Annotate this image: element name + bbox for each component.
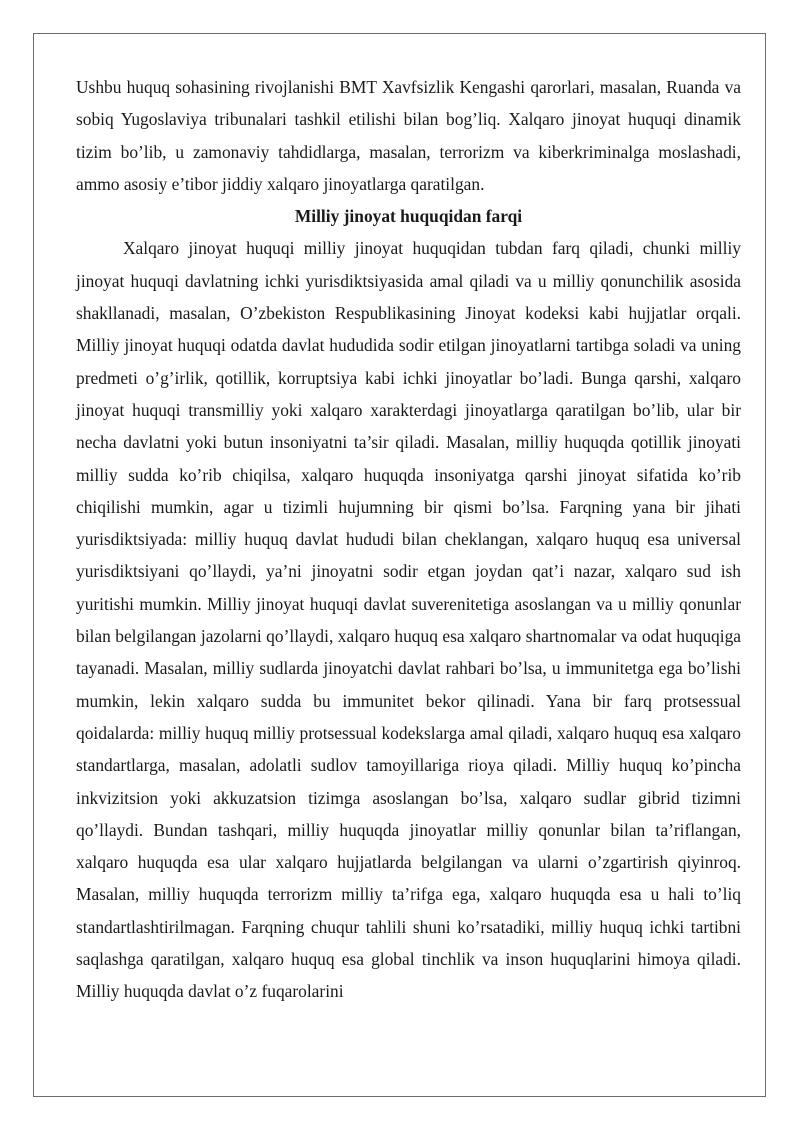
paragraph-intro: Ushbu huquq sohasining rivojlanishi BMT Xavfsizlik Kengashi qarorlari, masalan, Ruanda va sobiq Yugoslaviya tribunalari tashkil etilishi bilan bog’liq. Xalqaro jinoyat huquqi dinamik tizim bo’lib, u zamonaviy tahdidlarga, masalan, terrorizm va kiberkriminalga moslashadi, ammo asosiy e’tibor jiddiy xalqaro jinoyatlarga qaratilgan.	[76, 77, 741, 194]
paragraph-main: Xalqaro jinoyat huquqi milliy jinoyat huquqidan tubdan farq qiladi, chunki milliy jinoyat huquqi davlatning ichki yurisdiktsiyasida amal qiladi va u milliy qonunchilik asosida shakllanadi, masalan, O’zbekiston Respublikasining Jinoyat kodeksi kabi hujjatlar orqali. Milliy jinoyat huquqi odatda davlat hududida sodir etilgan jinoyatlarni tartibga soladi va uning predmeti o’g’irlik, qotillik, korruptsiya kabi ichki jinoyatlar bo’ladi. Bunga qarshi, xalqaro jinoyat huquqi transmilliy yoki xalqaro xarakterdagi jinoyatlarga qaratilgan bo’lib, ular bir necha davlatni yoki butun insoniyatni ta’sir qiladi. Masalan, milliy huquqda qotillik jinoyati milliy sudda ko’rib chiqilsa, xalqaro huquqda insoniyatga qarshi jinoyat sifatida ko’rib chiqilishi mumkin, agar u tizimli hujumning bir qismi bo’lsa. Farqning yana bir jihati yurisdiktsiyada: milliy huquq davlat hududi bilan cheklangan, xalqaro huquq esa universal yurisdiktsiyani qo’llaydi, ya’ni jinoyatni sodir etgan joydan qat’i nazar, xalqaro sud ish yuritishi mumkin. Milliy jinoyat huquqi davlat suverenitetiga asoslangan va u milliy qonunlar bilan belgilangan jazolarni qo’llaydi, xalqaro huquq esa xalqaro shartnomalar va odat huquqiga tayanadi. Masalan, milliy sudlarda jinoyatchi davlat rahbari bo’lsa, u immunitetga ega bo’lishi mumkin, lekin xalqaro sudda bu immunitet bekor qilinadi. Yana bir farq protsessual qoidalarda: milliy huquq milliy protsessual kodekslarga amal qiladi, xalqaro huquq esa xalqaro standartlarga, masalan, adolatli sudlov tamoyillariga rioya qiladi. Milliy huquq ko’pincha inkvizitsion yoki akkuzatsion tizimga asoslangan bo’lsa, xalqaro sudlar gibrid tizimni qo’llaydi. Bundan tashqari, milliy huquqda jinoyatlar milliy qonunlar bilan ta’riflangan, xalqaro huquqda esa ular xalqaro hujjatlarda belgilangan va ularni o’zgartirish qiyinroq. Masalan, milliy huquqda terrorizm milliy ta’rifga ega, xalqaro huquqda esa u hali to’liq standartlashtirilmagan. Farqning chuqur tahlili shuni ko’rsatadiki, milliy huquq ichki tartibni saqlashga qaratilgan, xalqaro huquq esa global tinchlik va inson huquqlarini himoya qiladi. Milliy huquqda davlat o’z fuqarolarini	[76, 238, 741, 1002]
document-body	[76, 71, 741, 1008]
section-heading: Milliy jinoyat huquqidan farqi	[294, 206, 523, 227]
